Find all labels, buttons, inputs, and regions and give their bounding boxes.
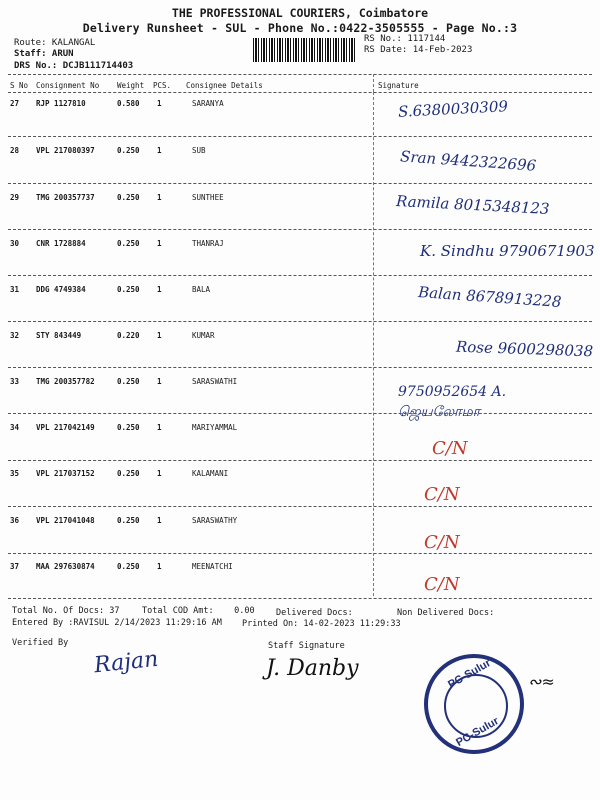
row-consignee: THANRAJ: [192, 239, 224, 248]
row-weight: 0.250: [117, 562, 140, 571]
row-consignment: VPL 217037152: [36, 469, 95, 478]
row-divider: [8, 183, 592, 184]
row-consignment: RJP 1127810: [36, 99, 86, 108]
row-divider: [8, 460, 592, 461]
row-weight: 0.580: [117, 99, 140, 108]
row-pcs: 1: [157, 331, 162, 340]
row-divider: [8, 367, 592, 368]
row-sno: 36: [10, 516, 20, 525]
row-pcs: 1: [157, 469, 162, 478]
row-consignment: TMG 200357782: [36, 377, 95, 386]
row-consignment: DDG 4749384: [36, 285, 86, 294]
row-consignee: MARIYAMMAL: [192, 423, 238, 432]
col-consignment: Consignment No: [36, 81, 100, 90]
row-pcs: 1: [157, 516, 162, 525]
delivered-docs: Delivered Docs:: [276, 608, 353, 618]
row-sno: 30: [10, 239, 20, 248]
row-weight: 0.250: [117, 516, 140, 525]
col-pcs: PCS.: [153, 81, 172, 90]
row-consignment: CNR 1728884: [36, 239, 86, 248]
row-sno: 34: [10, 423, 20, 432]
row-consignee: SARASWATHI: [192, 377, 238, 386]
row-sno: 32: [10, 331, 20, 340]
row-pcs: 1: [157, 285, 162, 294]
entered-by: Entered By :RAVISUL 2/14/2023 11:29:16 AM: [12, 618, 222, 628]
col-signature: Signature: [378, 81, 419, 90]
row-weight: 0.250: [117, 146, 140, 155]
printed-on: Printed On: 14-02-2023 11:29:33: [242, 619, 401, 629]
non-delivered-docs: Non Delivered Docs:: [397, 608, 495, 618]
row-signature: S.6380030309: [397, 97, 509, 121]
row-weight: 0.250: [117, 285, 140, 294]
row-signature: Ramila 8015348123: [395, 191, 550, 219]
row-weight: 0.250: [117, 469, 140, 478]
row-sno: 35: [10, 469, 20, 478]
row-sno: 29: [10, 193, 20, 202]
row-consignee: SARANYA: [192, 99, 224, 108]
row-signature: C/N: [424, 574, 460, 595]
row-signature: Rose 9600298038: [455, 337, 594, 361]
total-docs: Total No. Of Docs: 37: [12, 606, 120, 616]
col-sno: S No: [10, 81, 29, 90]
row-sno: 27: [10, 99, 20, 108]
col-consignee: Consignee Details: [186, 81, 263, 90]
row-consignment: MAA 297630874: [36, 562, 95, 571]
staff-label: Staff: ARUN: [14, 49, 74, 59]
row-consignee: SUB: [192, 146, 206, 155]
row-pcs: 1: [157, 99, 162, 108]
company-title: THE PROFESSIONAL COURIERS, Coimbatore: [171, 6, 429, 20]
verified-by-label: Verified By: [12, 638, 69, 648]
runsheet-subtitle: Delivery Runsheet - SUL - Phone No.:0422-3505555 - Page No.:3: [82, 21, 518, 35]
row-pcs: 1: [157, 146, 162, 155]
total-cod: Total COD Amt: 0.00: [142, 606, 255, 616]
row-signature: Balan 8678913228: [417, 283, 563, 311]
row-consignment: VPL 217042149: [36, 423, 95, 432]
row-divider: [8, 136, 592, 137]
row-weight: 0.250: [117, 239, 140, 248]
row-consignment: VPL 217041048: [36, 516, 95, 525]
row-sno: 37: [10, 562, 20, 571]
row-divider: [8, 275, 592, 276]
row-consignee: KUMAR: [192, 331, 215, 340]
row-divider: [8, 506, 592, 507]
stamp-text-bottom: PC-Sulur: [454, 715, 501, 749]
row-weight: 0.250: [117, 423, 140, 432]
row-sno: 28: [10, 146, 20, 155]
row-signature: C/N: [432, 438, 468, 459]
row-divider: [8, 229, 592, 230]
row-consignee: KALAMANI: [192, 469, 229, 478]
row-consignment: VPL 217080397: [36, 146, 95, 155]
row-weight: 0.250: [117, 377, 140, 386]
row-signature: Sran 9442322696: [399, 147, 537, 175]
row-weight: 0.220: [117, 331, 140, 340]
row-pcs: 1: [157, 377, 162, 386]
rs-number: RS No.: 1117144: [364, 34, 446, 44]
row-consignee: MEENATCHI: [192, 562, 233, 571]
row-pcs: 1: [157, 193, 162, 202]
row-consignment: STY 843449: [36, 331, 82, 340]
row-consignee: BALA: [192, 285, 211, 294]
verified-signature: Rajan: [92, 646, 160, 679]
row-signature: 9750952654 A. ஜெயலோமா: [398, 384, 507, 420]
row-consignee: SUNTHEE: [192, 193, 224, 202]
signature-col-divider: [373, 92, 374, 596]
row-signature: K. Sindhu 9790671903: [420, 242, 595, 260]
row-weight: 0.250: [117, 193, 140, 202]
rs-date: RS Date: 14-Feb-2023: [364, 45, 473, 55]
staff-signature: J. Danby: [266, 656, 359, 681]
row-divider: [8, 321, 592, 322]
row-sno: 31: [10, 285, 20, 294]
row-sno: 33: [10, 377, 20, 386]
staff-signature-label: Staff Signature: [268, 641, 345, 651]
row-divider: [8, 413, 592, 414]
route-label: Route: KALANGAL: [14, 38, 96, 48]
row-pcs: 1: [157, 423, 162, 432]
row-consignee: SARASWATHY: [192, 516, 238, 525]
row-pcs: 1: [157, 239, 162, 248]
col-weight: Weight: [117, 81, 145, 90]
stamp-text-top: PC-Sulur: [446, 657, 493, 691]
office-stamp: [424, 654, 524, 754]
drs-number: DRS No.: DCJB111714403: [14, 61, 134, 71]
row-divider: [8, 553, 592, 554]
table-bottom-rule: [8, 598, 592, 599]
row-signature: C/N: [424, 484, 460, 505]
row-signature: C/N: [424, 532, 460, 553]
stamp-scribble: ∾≈: [528, 672, 555, 691]
row-pcs: 1: [157, 562, 162, 571]
row-consignment: TMG 200357737: [36, 193, 95, 202]
